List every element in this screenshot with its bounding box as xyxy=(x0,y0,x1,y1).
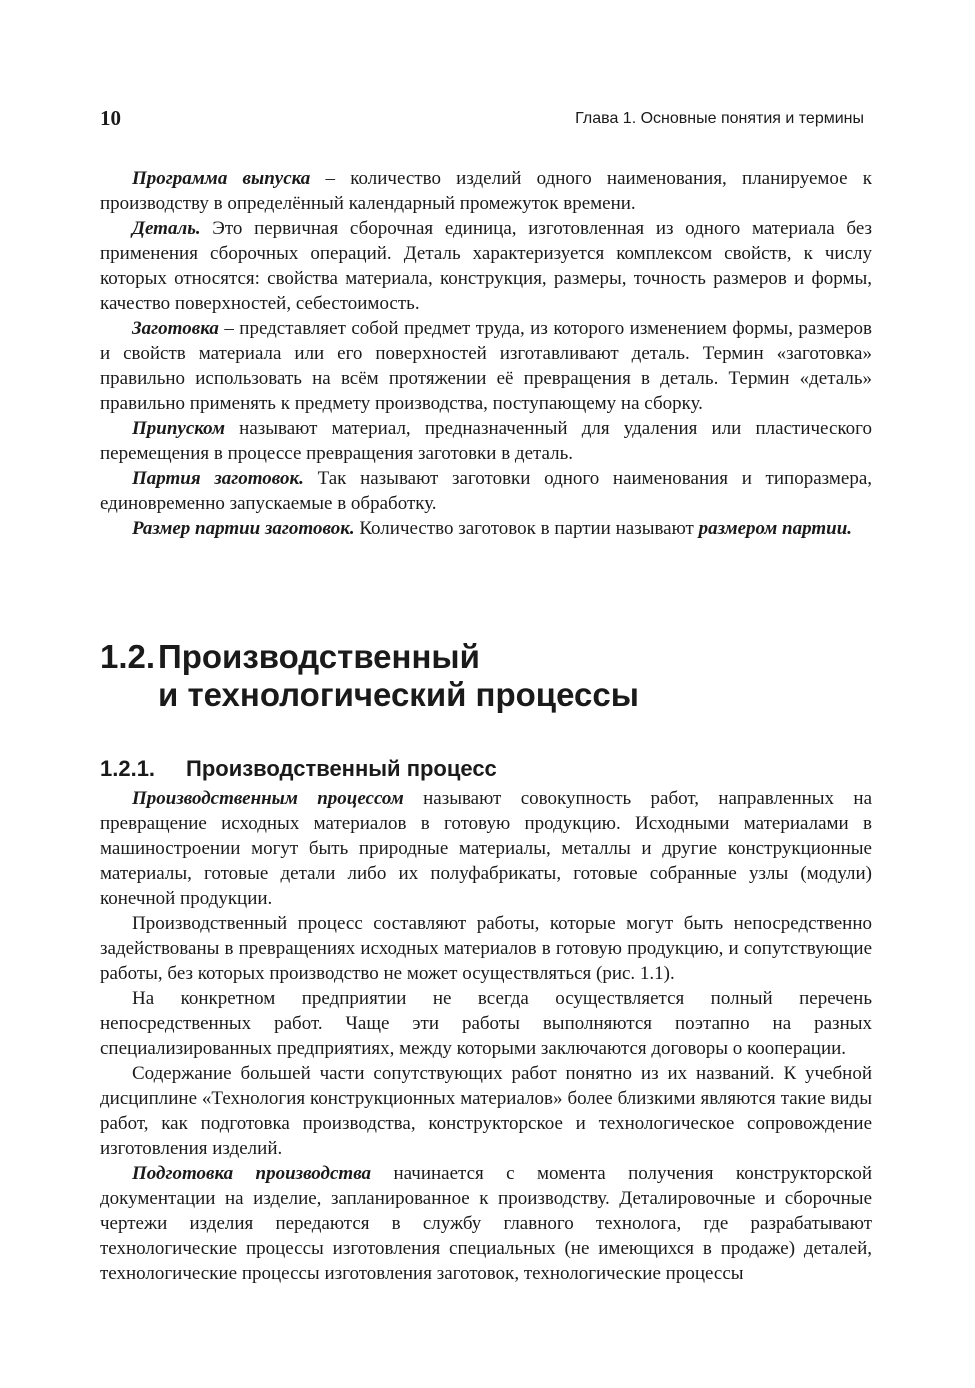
paragraph xyxy=(100,466,872,516)
paragraph-text: Количество заготовок в партии называют xyxy=(354,518,699,539)
paragraph xyxy=(100,166,872,216)
subsection-title: Производственный процесс xyxy=(186,756,497,781)
section-title-line2: и технологический процессы xyxy=(158,676,639,713)
subsection-number: 1.2.1. xyxy=(100,756,156,781)
paragraph-text: Производственный процесс составляют работы, которые могут быть непосредственно задействованы в превращениях исходных материалов в готовую продукцию, и сопутствующие работы, без которых производство не может осуществляться (рис. 1.1). xyxy=(100,913,872,984)
paragraph xyxy=(100,986,872,1061)
paragraph xyxy=(100,786,872,911)
paragraph xyxy=(100,1161,872,1286)
paragraph-text: Так называют заготовки одного наименования и типоразмера, единовременно запускаемые в обработку. xyxy=(100,468,872,514)
paragraph-text: начинается с момента получения конструкторской документации на изделие, запланированное к производству. Деталировочные и сборочные чертежи изделия передаются в службу главного технолога, где разрабатывают технологические процессы изготовления специальных (не имеющихся в продаже) деталей, технологические процессы изготовления заготовок, технологические процессы xyxy=(100,1163,872,1284)
body-text xyxy=(100,786,872,1286)
paragraph xyxy=(100,216,872,316)
paragraph xyxy=(100,316,872,416)
section-number: 1.2. xyxy=(100,638,156,675)
subsection-heading xyxy=(100,756,497,782)
definitions-block xyxy=(100,166,872,541)
paragraph-text: На конкретном предприятии не всегда осуществляется полный перечень непосредственных работ. Чаще эти работы выполняются поэтапно на разных специализированных предприятиях, между которыми заключаются договоры о кооперации. xyxy=(100,988,872,1059)
paragraph-text: называют совокупность работ, направленных на превращение исходных материалов в готовую продукцию. Исходными материалами в машиностроении могут быть природные материалы, металлы и другие конструкционные материалы, готовые детали либо их полуфабрикаты, готовые собранные узлы (модули) конечной продукции. xyxy=(100,788,873,909)
term: Деталь. xyxy=(132,218,201,239)
paragraph-text: – количество изделий одного наименования, планируемое к производству в определённый календарный промежуток времени. xyxy=(100,168,873,214)
term: Заготовка xyxy=(132,318,219,339)
section-title-line1: Производственный xyxy=(158,638,480,675)
term: Размер партии заготовок. xyxy=(132,518,355,539)
term: Программа выпуска xyxy=(132,168,311,189)
paragraph xyxy=(100,416,872,466)
term: Производственным процессом xyxy=(132,788,404,809)
term: Партия заготовок. xyxy=(132,468,304,489)
paragraph xyxy=(100,911,872,986)
paragraph-text: Содержание большей части сопутствующих работ понятно из их названий. К учебной дисциплине «Технология конструкционных материалов» более близкими являются такие виды работ, как подготовка производства, конструкторское и технологическое сопровождение изготовления изделий. xyxy=(100,1063,872,1159)
paragraph xyxy=(100,516,872,541)
term: размером партии. xyxy=(698,518,853,539)
paragraph xyxy=(100,1061,872,1161)
page-number: 10 xyxy=(100,106,121,130)
paragraph-text: называют материал, предназначенный для удаления или пластического перемещения в процессе превращения заготовки в деталь. xyxy=(100,418,872,464)
running-head xyxy=(100,106,864,134)
chapter-title: Глава 1. Основные понятия и термины xyxy=(575,110,864,127)
paragraph-text: Это первичная сборочная единица, изготовленная из одного материала без применения сборочных операций. Деталь характеризуется комплексом свойств, к числу которых относятся: свойства материала, конструкция, размеры, точность размеров и формы, качество поверхностей, себестоимость. xyxy=(100,218,872,314)
term: Подготовка производства xyxy=(132,1163,372,1184)
section-heading xyxy=(100,638,639,714)
term: Припуском xyxy=(132,418,225,439)
paragraph-text: – представляет собой предмет труда, из которого изменением формы, размеров и свойств материала или его поверхностей изготавливают деталь. Термин «заготовка» правильно использовать на всём протяжении её превращения в деталь. Термин «деталь» правильно применять к предмету производства, поступающему на сборку. xyxy=(100,318,872,414)
